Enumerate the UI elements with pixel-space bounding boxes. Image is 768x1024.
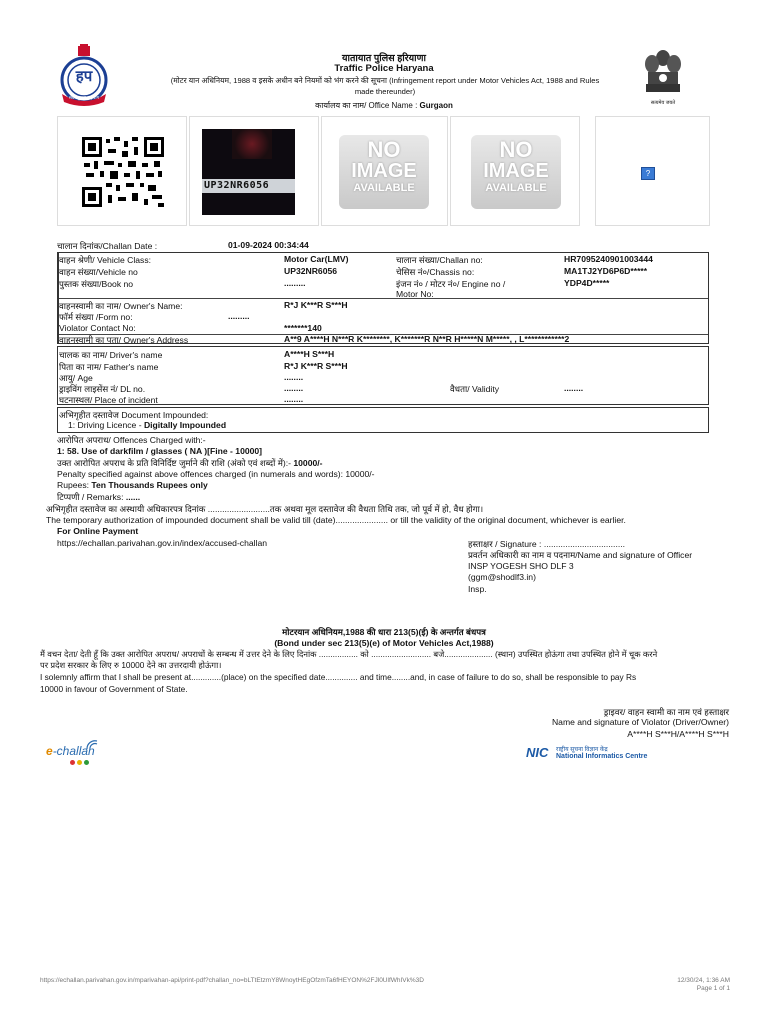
- broken-image-icon: ?: [641, 167, 655, 180]
- echallan-e: e: [46, 744, 53, 758]
- number-plate: UP32NR6056: [204, 180, 270, 191]
- temp-auth-english: The temporary authorization of impounded document shall be valid till (date)...................... or till the validity of the original document, whichever is earlier.: [46, 515, 626, 525]
- bond-text-hindi-2: पर प्रदेश सरकार के लिए रु 10000 देने का उत्तरदायी होऊंगा।: [40, 660, 222, 670]
- bond-title-english: (Bond under sec 213(5)(e) of Motor Vehicles Act,1988): [274, 638, 494, 648]
- footer-url: https://echallan.parivahan.gov.in/mparivahan-api/print-pdf?challan_no=bLTtEtzmY8WnoytHEgOfzmTa6fHEYON%2FJl0UlfWhIVk%3D: [40, 977, 424, 984]
- header-description: (मोटर यान अधिनियम, 1988 व इसके अधीन बने नियमों को भंग करने की सूचना (Infringement report under Motor Vehicles Act, 1988 and Rules made thereunder): [170, 76, 600, 96]
- address-value: A**9 A****H N***R K********, K*******R N**R H*****N M*****, , L************2: [284, 334, 570, 344]
- penalty-hindi: उक्त आरोपित अपराध के प्रति विनिर्दिष्ट जुर्माने की राशि (अंको एवं शब्दों में):- 10000/-: [57, 458, 323, 468]
- owner-name-label: वाहनस्वामी का नाम/ Owner's Name:: [59, 301, 183, 311]
- vehicle-no-value: UP32NR6056: [284, 266, 338, 276]
- challan-date-label: चालान दिनांक/Challan Date :: [57, 241, 158, 251]
- engine-label-2: Motor No:: [396, 289, 434, 299]
- page-number: Page 1 of 1: [696, 985, 730, 992]
- officer-signature: हस्ताक्षर / Signature : ..................................: [468, 539, 625, 549]
- rupees: Rupees: Ten Thousands Rupees only: [57, 480, 208, 490]
- bond-text-hindi-1: मैं वचन देता/ देती हूँ कि उक्त आरोपित अपराध/ अपराधों के सम्बन्ध में उत्तर देने के लिए दिनांक ................. को .......................... बजे..................... (स्थान) उपस्थित होऊंगा तथा उपस्थित होने में चूक करने: [40, 649, 658, 659]
- validity-label: वैधता/ Validity: [450, 384, 500, 394]
- vehicle-class-label: वाहन श्रेणी/ Vehicle Class:: [59, 255, 151, 265]
- office-value: Gurgaon: [419, 101, 453, 110]
- father-name-label: पिता का नाम/ Father's name: [59, 362, 159, 372]
- no-image-placeholder-2: NO IMAGE AVAILABLE: [471, 135, 561, 209]
- challan-date-value: 01-09-2024 00:34:44: [228, 240, 309, 250]
- challan-no-value: HR7095240901003444: [564, 254, 653, 264]
- validity-value: ........: [564, 383, 584, 393]
- no-image-placeholder-1: NO IMAGE AVAILABLE: [339, 135, 429, 209]
- footer-datetime: 12/30/24, 1:36 AM Page 1 of 1: [660, 977, 730, 993]
- logo-caption: सेवा सुरक्षा सहयोग: [68, 95, 100, 100]
- remarks: टिप्पणी / Remarks: ......: [57, 492, 141, 502]
- age-value: ........: [284, 372, 304, 382]
- broken-image-box: [595, 116, 710, 226]
- age-label: आयु/ Age: [59, 373, 93, 383]
- nic-logo: [526, 745, 650, 765]
- place-label: घटनास्थल/ Place of incident: [59, 395, 158, 405]
- engine-label: इंजन नं० / मोटर नं०/ Engine no /: [396, 279, 506, 289]
- no-image-box-2: [450, 116, 580, 226]
- echallan-logo: [46, 740, 106, 768]
- impound-item: 1: Driving Licence - Digitally Impounded: [68, 420, 227, 430]
- book-value: .........: [284, 278, 306, 288]
- address-label: वाहनस्वामी का पता/ Owner's Address: [59, 335, 189, 345]
- bond-text-english-1: I solemnly affirm that I shall be present at.............(place) on the specified date.............. and time........and, in case of failure to do so, shall be responsible to pay Rs: [40, 672, 637, 682]
- challan-no-label: चालान संख्या/Challan no:: [396, 255, 483, 265]
- office-name: [0, 100, 768, 111]
- penalty-english: Penalty specified against above offences charged (in numerals and words): 10000/-: [57, 469, 375, 479]
- chassis-label: चेसिस नं०/Chassis no:: [396, 267, 475, 277]
- penalty-hindi-value: 10000/-: [293, 458, 323, 468]
- rupees-value: Ten Thousands Rupees only: [91, 480, 208, 490]
- driver-name-value: A****H S***H: [284, 349, 335, 359]
- vehicle-photo: [202, 129, 295, 215]
- impound-label: अभिगृहीत दस्तावेज Document Impounded:: [59, 410, 209, 420]
- nic-hindi: राष्ट्रीय सूचना विज्ञान केंद्र: [556, 747, 608, 753]
- nic-short: NIC: [526, 745, 549, 760]
- dl-value: ........: [284, 383, 304, 393]
- qr-code-icon: [82, 137, 164, 207]
- vehicle-class-value: Motor Car(LMV): [284, 254, 349, 264]
- qr-code-box: [57, 116, 187, 226]
- place-value: ........: [284, 394, 304, 404]
- office-label: कार्यालय का नाम/ Office Name :: [315, 101, 420, 110]
- chassis-value: MA1TJ2YD6P6D*****: [564, 266, 648, 276]
- online-payment-link[interactable]: https://echallan.parivahan.gov.in/index/accused-challan: [57, 538, 268, 548]
- no-image-box-1: [321, 116, 448, 226]
- header-subtitle: Traffic Police Haryana: [334, 63, 434, 74]
- logo-text: हप: [75, 68, 93, 85]
- driver-name-label: चालक का नाम/ Driver's name: [59, 350, 163, 360]
- vehicle-no-label: वाहन संख्या/Vehicle no: [59, 267, 138, 277]
- owner-name-value: R*J K***R S***H: [284, 300, 348, 310]
- dl-label: ड्राइविंग लाइसेंस नं/ DL no.: [59, 384, 146, 394]
- violator-english: Name and signature of Violator (Driver/Owner): [551, 717, 729, 727]
- form-label: फॉर्म संख्या /Form no:: [59, 312, 133, 322]
- offence-item: 1: 58. Use of darkfilm / glasses ( NA )[Fine - 10000]: [57, 446, 263, 456]
- nic-english: National Informatics Centre: [556, 753, 648, 760]
- echallan-text: -challan: [52, 744, 95, 758]
- bond-title-hindi: मोटरयान अधिनियम,1988 की धारा 213(5)(ई) के अन्तर्गत बंधपत्र: [282, 627, 486, 637]
- online-payment-label: For Online Payment: [57, 526, 139, 536]
- emblem-caption: सत्यमेव जयते: [650, 100, 676, 106]
- contact-label: Violator Contact No:: [59, 323, 136, 333]
- violator-names: A****H S***H/A****H S***H: [627, 729, 729, 739]
- impound-status: Digitally Impounded: [143, 420, 227, 430]
- father-name-value: R*J K***R S***H: [284, 361, 348, 371]
- book-label: पुस्तक संख्या/Book no: [59, 279, 134, 289]
- offence-label: आरोपित अपराध/ Offences Charged with:-: [57, 435, 206, 445]
- engine-value: YDP4D*****: [564, 278, 610, 288]
- officer-rank: Insp.: [468, 584, 487, 594]
- officer-name: INSP YOGESH SHO DLF 3: [468, 561, 574, 571]
- officer-name-label: प्रवर्तन अधिकारी का नाम व पदनाम/Name and signature of Officer: [468, 550, 693, 560]
- violator-hindi: ड्राइवर/ वाहन स्वामी का नाम एवं हस्ताक्षर: [603, 707, 729, 717]
- bond-text-english-2: 10000 in favour of Government of State.: [40, 684, 188, 694]
- officer-email: (ggm@shodlf3.in): [468, 572, 536, 582]
- vehicle-photo-box: [189, 116, 319, 226]
- remarks-value: ......: [125, 492, 141, 502]
- contact-value: *******140: [284, 323, 322, 333]
- header-title: यातायात पुलिस हरियाणा: [342, 53, 426, 64]
- form-value: .........: [228, 311, 250, 321]
- temp-auth-hindi: अभिगृहीत दस्तावेज का अस्थायी अधिकारपत्र दिनांक ..........................तक अथवा मूल दस्तावेज की वैधता तिथि तक, जो पूर्व में हो, वैध होगा।: [46, 504, 484, 514]
